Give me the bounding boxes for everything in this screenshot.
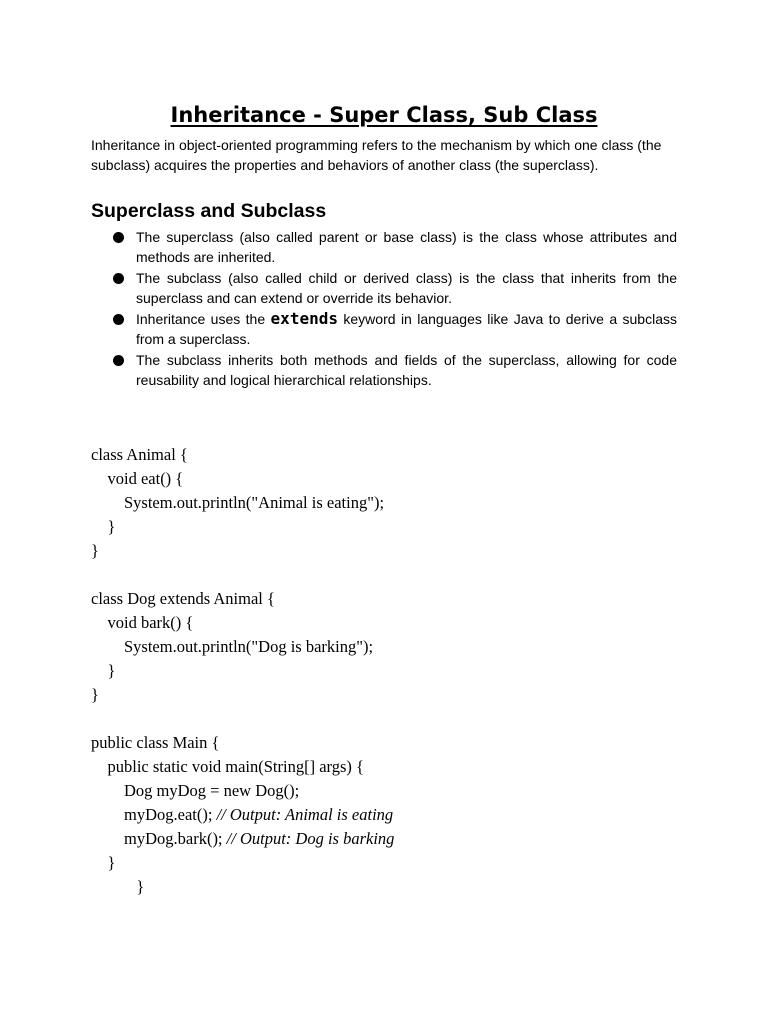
code-line [91,467,394,491]
code-line [91,731,394,755]
list-item [91,309,677,349]
code-line [91,587,394,611]
code-comment: // Output: Dog is barking [226,829,395,848]
page-title: Inheritance - Super Class, Sub Class [170,103,598,127]
code-line [91,515,394,539]
bullet-dot-icon [113,232,124,243]
code-text: } [91,685,99,704]
bullet-text: The subclass inherits both methods and fields of the superclass, allowing for code reusability and logical hierarchical relationships. [136,352,677,388]
code-text: } [91,517,116,536]
code-text: public class Main { [91,733,220,752]
bullet-dot-icon [113,273,124,284]
code-line [91,707,394,731]
code-line [91,827,394,851]
code-text: Dog myDog = new Dog(); [91,781,300,800]
code-text: } [91,661,116,680]
intro-paragraph: Inheritance in object-oriented programming refers to the mechanism by which one class (the subclass) acquires the properties and behaviors of another class (the superclass). [91,137,662,173]
list-item [91,350,677,390]
code-text: } [91,853,116,872]
bullet-dot-icon [113,314,124,325]
code-text: myDog.eat(); [91,805,217,824]
section-heading: Superclass and Subclass [91,200,327,222]
bullet-text-after: keyword in languages like Java to derive a subclass from a superclass. [136,311,677,347]
bullet-text: The superclass (also called parent or base class) is the class whose attributes and methods are inherited. [136,229,677,265]
code-text: class Animal { [91,445,188,464]
code-text: myDog.bark(); [91,829,227,848]
code-text: System.out.println("Dog is barking"); [91,637,374,656]
code-text: } [91,541,99,560]
code-text: void bark() { [91,613,194,632]
code-line [91,563,394,587]
bullet-dot-icon [113,355,124,366]
code-block [91,443,394,899]
code-line [91,755,394,779]
code-line [91,683,394,707]
code-line [91,635,394,659]
code-line [91,539,394,563]
code-line [91,611,394,635]
code-line [91,491,394,515]
bullet-text-before: Inheritance uses the [136,311,271,327]
code-comment: // Output: Animal is eating [216,805,394,824]
code-text: class Dog extends Animal { [91,589,275,608]
code-line [91,443,394,467]
code-line [91,803,394,827]
code-line [91,779,394,803]
list-item [91,268,677,308]
code-text: void eat() { [91,469,184,488]
code-line [91,851,394,875]
extends-keyword: extends [270,309,338,328]
bullet-list [91,227,677,391]
code-line [91,875,394,899]
code-text: } [91,877,145,896]
list-item [91,227,677,267]
code-text: public static void main(String[] args) { [91,757,364,776]
bullet-text: The subclass (also called child or derived class) is the class that inherits from the superclass and can extend or override its behavior. [136,270,677,306]
code-text: System.out.println("Animal is eating"); [91,493,385,512]
code-line [91,659,394,683]
